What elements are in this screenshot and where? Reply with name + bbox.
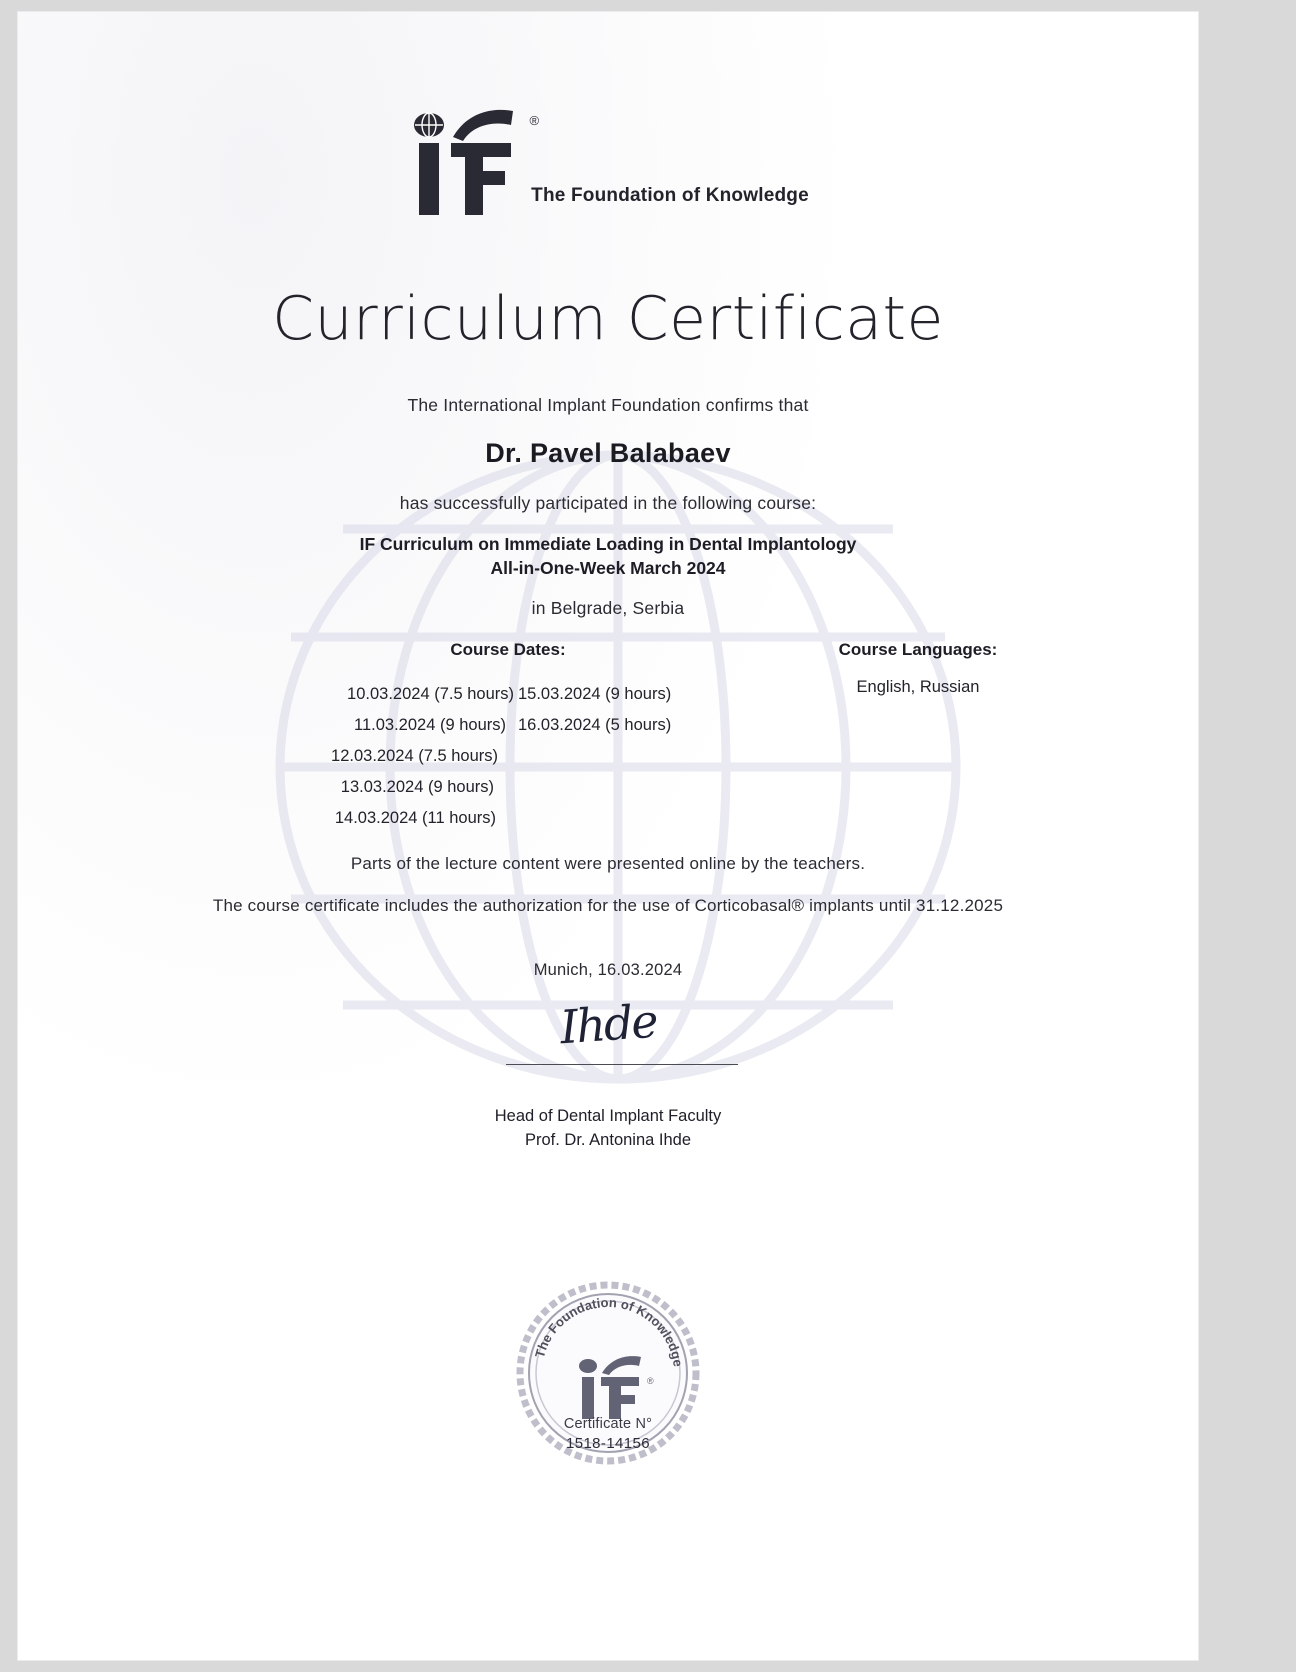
authorization-note: The course certificate includes the authorization for the use of Corticobasal® implants until 31.12.2025 [212,896,1004,915]
signatory-name: Prof. Dr. Antonina Ihde [524,1130,692,1149]
svg-text:®: ® [647,1376,654,1386]
page-title: Curriculum Certificate [272,284,944,354]
certificate-number-value: 1518-14156 [565,1435,651,1452]
course-languages-value: English, Russian [856,678,980,696]
course-date-item: 11.03.2024 (9 hours) [354,716,506,735]
course-date-item: 16.03.2024 (5 hours) [518,716,672,735]
signatory-role: Head of Dental Implant Faculty [494,1107,722,1125]
registered-mark-icon: ® [529,113,540,128]
course-date-item: 15.03.2024 (9 hours) [518,685,672,703]
online-content-note: Parts of the lecture content were presented online by the teachers. [350,854,866,873]
signatory-details [18,1105,1198,1153]
course-name-line2: All-in-One-Week March 2024 [490,557,726,578]
course-dates-heading: Course Dates: [450,640,566,659]
logo-tagline: The Foundation of Knowledge [531,185,809,206]
svg-text:The Foundation of Knowledge: The Foundation of Knowledge [531,1294,686,1368]
course-name-line1: IF Curriculum on Immediate Loading in Dental Implantology [359,534,857,554]
course-location: in Belgrade, Serbia [531,598,685,618]
signature-line [506,1064,738,1065]
signature-mark: Ihde [557,993,659,1055]
confirms-line: The International Implant Foundation confirms that [407,395,809,415]
course-date-item: 14.03.2024 (11 hours) [334,809,496,828]
course-date-item: 10.03.2024 (7.5 hours) [347,685,514,703]
course-date-item: 13.03.2024 (9 hours) [340,778,494,797]
course-dates-column-left [288,679,514,834]
recipient-name: Dr. Pavel Balabaev [485,438,731,468]
certificate-page [18,12,1198,1660]
if-logo-icon [407,107,540,215]
course-languages-heading: Course Languages: [838,640,998,659]
course-date-item: 12.03.2024 (7.5 hours) [331,747,498,766]
course-dates-column-right [518,679,728,741]
header-logo [18,107,1198,220]
certificate-number-label: Certificate N° [563,1416,653,1432]
place-and-date: Munich, 16.03.2024 [533,961,683,979]
course-name [18,533,1198,580]
signature-block [18,993,1198,1055]
participation-line: has successfully participated in the following course: [399,493,817,513]
